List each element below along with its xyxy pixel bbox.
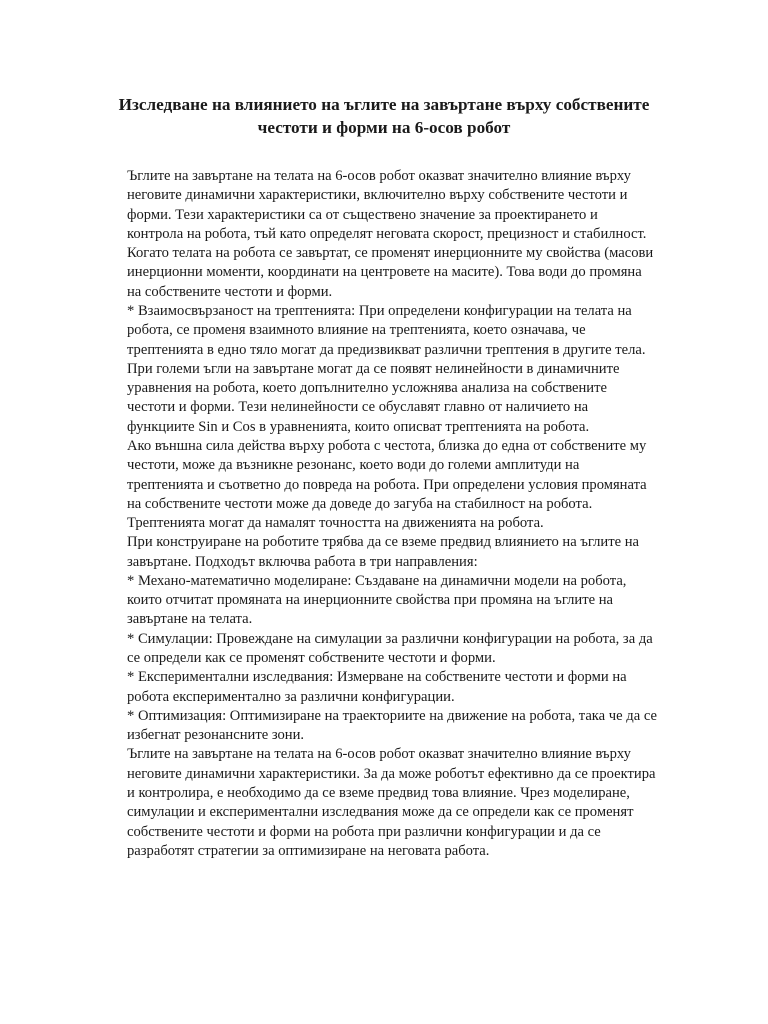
- list-item: * Симулации: Провеждане на симулации за различни конфигурации на робота, за да се определи как се променят собствените честоти и форми.: [127, 630, 653, 667]
- paragraph: Ъглите на завъртане на телата на 6-осов робот оказват значително влияние върху неговите динамични характеристики. За да може роботът ефективно да се проектира и контролира, е необходимо да се вземе предвид това влияние. Чрез моделиране, симулации и експериментални изследвания може да се определи как се променят собствените честоти и форми на робота при различни конфигурации и да се разработят стратегии за оптимизиране на неговата работа.: [127, 746, 656, 859]
- paragraph: Ако външна сила действа върху робота с честота, близка до една от собствените му честоти, може да възникне резонанс, което води до големи амплитуди на трептенията и съответно до повреда на робота. При определени условия промяната на собствените честоти може да доведе до загуба на стабилност на робота. Трептенията могат да намалят точността на движенията на робота.: [127, 437, 647, 532]
- list-item: * Експериментални изследвания: Измерване на собствените честоти и форми на робота експериментално за различни конфигурации.: [127, 669, 627, 705]
- paragraph: Ъглите на завъртане на телата на 6-осов робот оказват значително влияние върху неговите динамични характеристики, включително върху собствените честоти и форми. Тези характеристики са от съществено значение за проектирането и контрола на робота, тъй като определят неговата скорост, прецизност и стабилност.: [127, 168, 647, 242]
- paragraph: * Взаимосвързаност на трептенията: При определени конфигурации на телата на робота, се променя взаимното влияние на трептенията, което означава, че трептенията в едно тяло могат да предизвикват различни трептения в другите тела.: [127, 302, 646, 358]
- paragraph: При големи ъгли на завъртане могат да се появят нелинейности в динамичните уравнения на робота, което допълнително усложнява анализа на собствените честоти и форми. Тези нелинейности се обуславят главно от наличието на функциите Sin и Cos в уравненията, които описват трептенията на робота.: [127, 360, 620, 435]
- document-title: Изследване на влиянието на ъглите на завъртане върху собствените честоти и форми на 6-осов робот: [118, 95, 650, 137]
- list-item: * Оптимизация: Оптимизиране на траекториите на движение на робота, така че да се избегнат резонансните зони.: [127, 707, 657, 744]
- paragraph: Когато телата на робота се завъртат, се променят инерционните му свойства (масови инерционни моменти, координати на центровете на масите). Това води до промяна на собствените честоти и форми.: [127, 245, 654, 300]
- paragraph: При конструиране на роботите трябва да се вземе предвид влиянието на ъглите на завъртане. Подходът включва работа в три направления:: [127, 534, 640, 570]
- list-item: * Механо-математично моделиране: Създаване на динамични модели на робота, които отчитат промяната на инерционните свойства при промяна на ъглите на завъртане на телата.: [127, 572, 627, 628]
- document-body: [127, 167, 657, 861]
